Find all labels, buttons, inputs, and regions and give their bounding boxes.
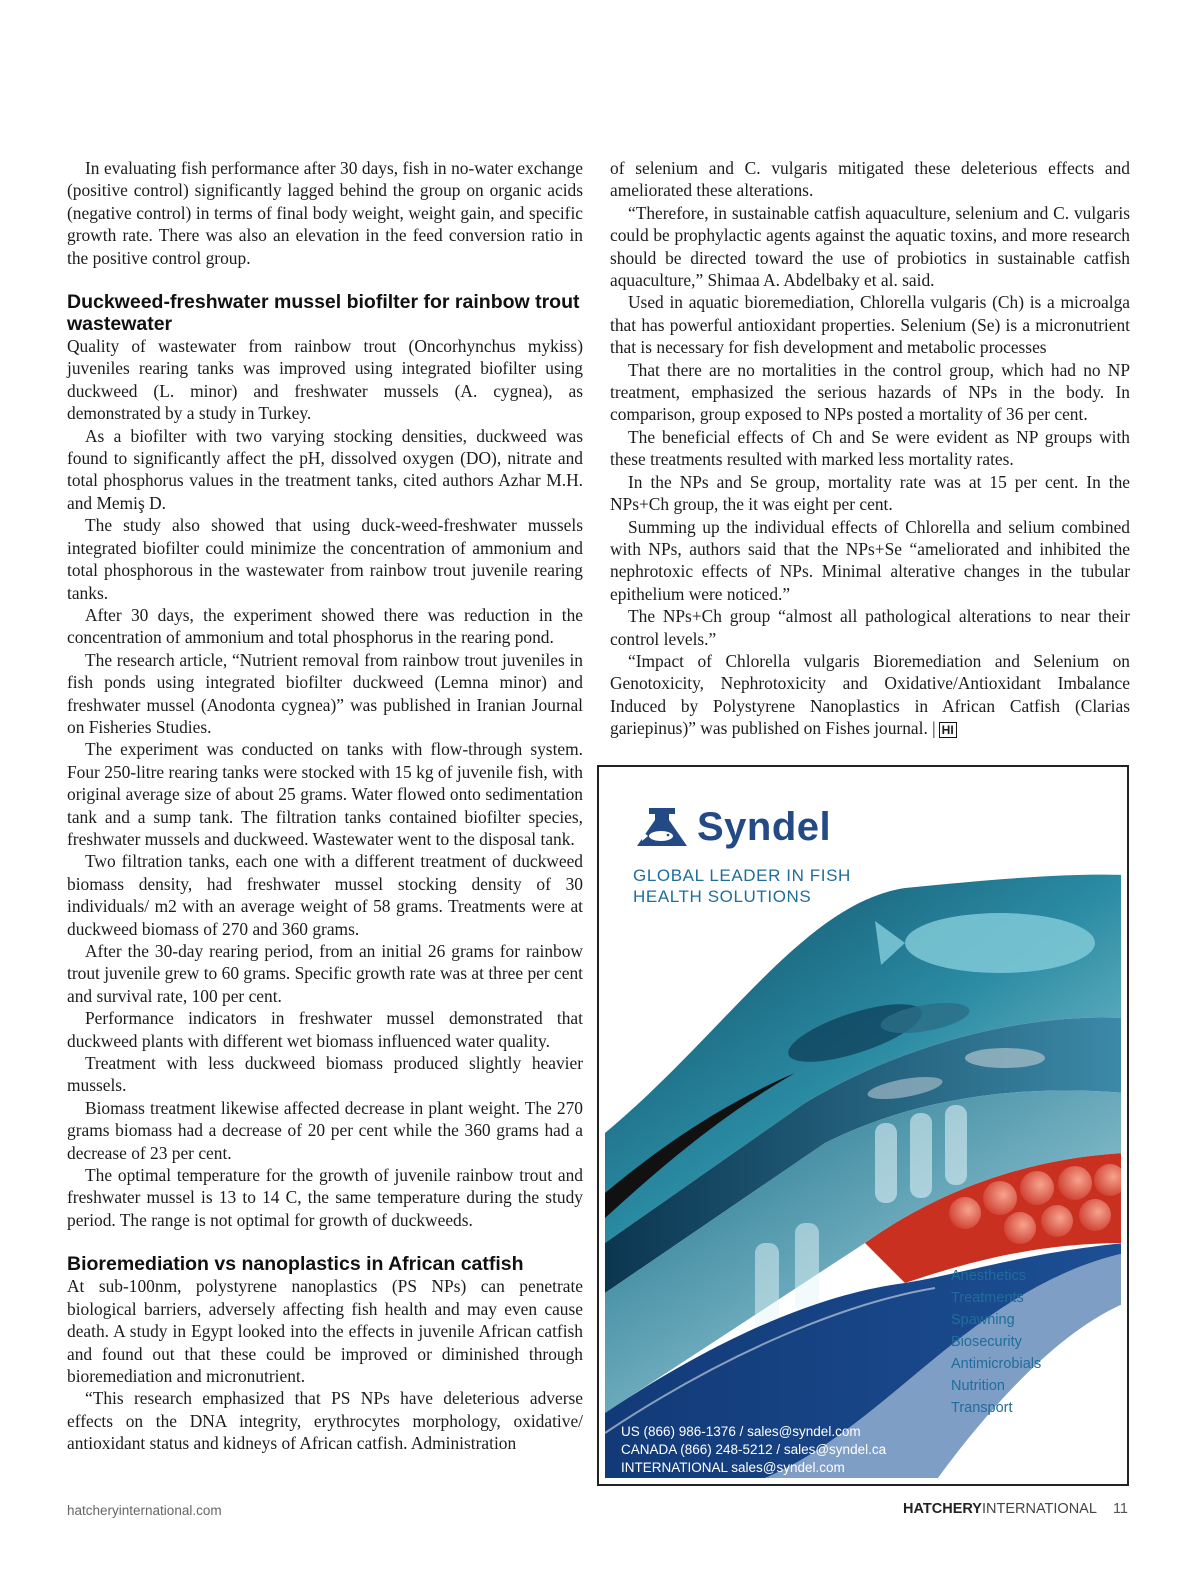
paragraph: The study also showed that using duck-weed-freshwater mussels integrated biofilter could minimize the concentration of ammonium and total phosphorous in the wastewater from rainbow trout juvenile rearing tanks.	[67, 515, 583, 603]
section-heading-duckweed: Duckweed-freshwater mussel biofilter for rainbow trout wastewater	[67, 291, 580, 336]
syndel-logo	[635, 805, 831, 850]
service-item: Antimicrobials	[951, 1356, 1042, 1372]
glass-tube	[875, 1123, 897, 1203]
brand-name: Syndel	[697, 805, 832, 849]
paragraph: Performance indicators in freshwater mussel demonstrated that duckweed plants with different wet biomass influenced water quality.	[67, 1008, 583, 1051]
service-item: Spawning	[951, 1312, 1015, 1328]
glass-tube	[910, 1113, 932, 1198]
egg	[1004, 1212, 1036, 1244]
paragraph: Treatment with less duckweed biomass produced slightly heavier mussels.	[67, 1053, 583, 1096]
paragraph: “Therefore, in sustainable catfish aquaculture, selenium and C. vulgaris could be prophylactic agents against the aquatic toxins, and more research should be directed toward the use of probiotics in sustainable catfish aquaculture,” Shimaa A. Abdelbaky et al. said.	[610, 202, 1130, 291]
services-list	[951, 1265, 1041, 1419]
article-right-column	[610, 157, 1130, 742]
egg	[1058, 1166, 1092, 1200]
paragraph: The optimal temperature for the growth of juvenile rainbow trout and freshwater mussel is 13 to 14 C, the same temperature during the study period. The range is not optimal for growth of duckweeds.	[67, 1165, 583, 1230]
paragraph-text: “Impact of Chlorella vulgaris Bioremediation and Selenium on Genotoxicity, Nephrotoxicity and Oxidative/Antioxidant Imbalance Induced by Polystyrene Nanoplastics in African Catfish (Clarias gariepinus)” was published on Fishes journal. |	[610, 650, 1130, 739]
ad-contacts	[621, 1423, 886, 1477]
paragraph: “This research emphasized that PS NPs have deleterious adverse effects on the DNA integrity, erythrocytes morphology, oxidative/ antioxidant status and kidneys of African catfish. Administration	[67, 1388, 583, 1454]
paragraph: After the 30-day rearing period, from an initial 26 grams for rainbow trout juvenile grew to 60 grams. Specific growth rate was at three per cent and survival rate, 100 per cent.	[67, 941, 583, 1006]
footer-magazine	[903, 1501, 1128, 1517]
paragraph: The research article, “Nutrient removal from rainbow trout juveniles in fish ponds using integrated biofilter duckweed (Lemna minor) and freshwater mussel (Anodonta cygnea)” was published in Iranian Journal on Fisheries Studies.	[67, 649, 583, 737]
egg	[1079, 1199, 1111, 1231]
service-item: Nutrition	[951, 1378, 1005, 1394]
contact-line-us[interactable]: US (866) 986-1376 / sales@syndel.com	[621, 1424, 861, 1439]
syndel-fish-logo-icon	[635, 806, 689, 850]
paragraph: The experiment was conducted on tanks with flow-through system. Four 250-litre rearing tanks were stocked with 15 kg of juvenile fish, with original average size of about 25 grams. Water flowed onto sedimentation tank and a sump tank. The filtration tanks contained biofilter species, freshwater mussels and duckweed. Wastewater went to the disposal tank.	[67, 739, 583, 849]
fish-shape	[965, 1048, 1045, 1068]
ad-inner	[605, 773, 1121, 1478]
paragraph: As a biofilter with two varying stocking densities, duckweed was found to significantly affect the pH, dissolved oxygen (DO), nitrate and total phosphorus values in the treatment tanks, cited authors Azhar M.H. and Memiş D.	[67, 425, 583, 513]
paragraph: In the NPs and Se group, mortality rate was at 15 per cent. In the NPs+Ch group, the it was eight per cent.	[610, 471, 1130, 515]
section-heading-nanoplastics: Bioremediation vs nanoplastics in African catfish	[67, 1253, 524, 1276]
paragraph: The NPs+Ch group “almost all pathological alterations to near their control levels.”	[610, 606, 1130, 649]
glass-tube	[795, 1223, 819, 1313]
service-item: Anesthetics	[951, 1268, 1026, 1284]
syndel-advertisement[interactable]	[597, 765, 1129, 1486]
footer-website[interactable]: hatcheryinternational.com	[67, 1503, 222, 1518]
egg	[1041, 1205, 1073, 1237]
egg	[983, 1181, 1017, 1215]
ad-tagline: GLOBAL LEADER IN FISH HEALTH SOLUTIONS	[633, 866, 851, 906]
paragraph: After 30 days, the experiment showed there was reduction in the concentration of ammonium and total phosphorus in the rearing pond.	[67, 604, 583, 648]
paragraph: At sub-100nm, polystyrene nanoplastics (PS NPs) can penetrate biological barriers, adversely affecting fish health and may even cause death. A study in Egypt looked into the effects in juvenile African catfish and found out that these could be improved or diminished through bioremediation and micronutrient.	[67, 1276, 583, 1386]
paragraph: Used in aquatic bioremediation, Chlorella vulgaris (Ch) is a microalga that has powerful antioxidant properties. Selenium (Se) is a micronutrient that is necessary for fish development and metabolic processes	[610, 292, 1130, 358]
egg	[1020, 1171, 1054, 1205]
page-number: 11	[1112, 1501, 1128, 1517]
paragraph: That there are no mortalities in the control group, which had no NP treatment, emphasized the serious hazards of NPs in the body. In comparison, group exposed to NPs posted a mortality of 36 per cent.	[610, 359, 1130, 425]
magazine-name-light: INTERNATIONAL	[981, 1501, 1097, 1517]
service-item: Treatments	[951, 1290, 1024, 1306]
article-left-column	[67, 157, 583, 1455]
paragraph: of selenium and C. vulgaris mitigated these deleterious effects and ameliorated these alterations.	[610, 158, 1130, 201]
contact-line-canada[interactable]: CANADA (866) 248-5212 / sales@syndel.ca	[621, 1442, 887, 1457]
service-item: Transport	[951, 1400, 1013, 1416]
paragraph: Quality of wastewater from rainbow trout (Oncorhynchus mykiss) juveniles rearing tanks was improved using integrated biofilter using duckweed (L. minor) and freshwater mussels (A. cygnea), as demonstrated by a study in Turkey.	[67, 336, 583, 424]
glass-tube	[945, 1105, 967, 1185]
contact-line-international[interactable]: INTERNATIONAL sales@syndel.com	[621, 1460, 845, 1475]
egg	[949, 1197, 981, 1229]
paragraph-final	[610, 650, 1130, 742]
paragraph: Two filtration tanks, each one with a different treatment of duckweed biomass density, had freshwater mussel stocking density of 30 individuals/ m2 with an average weight of 58 grams. Treatments were at duckweed biomass of 270 and 360 grams.	[67, 851, 583, 939]
magazine-name-bold: HATCHERY	[903, 1501, 982, 1517]
paragraph: Biomass treatment likewise affected decrease in plant weight. The 270 grams biomass had a decrease of 20 per cent while the 360 grams had a decrease of 23 per cent.	[67, 1097, 583, 1163]
paragraph: In evaluating fish performance after 30 days, fish in no-water exchange (positive control) significantly lagged behind the group on organic acids (negative control) in terms of final body weight, weight gain, and specific growth rate. There was also an elevation in the feed conversion ratio in the positive control group.	[67, 158, 583, 268]
paragraph: The beneficial effects of Ch and Se were evident as NP groups with these treatments resulted with marked less mortality rates.	[610, 426, 1130, 470]
paragraph: Summing up the individual effects of Chlorella and selium combined with NPs, authors said that the NPs+Se “ameliorated and inhibited the nephrotoxic effects of NPs. Minimal alterative changes in the tubular epithelium were noticed.”	[610, 516, 1130, 604]
fish-shape	[905, 913, 1095, 973]
end-mark: HI	[939, 722, 957, 738]
service-item: Biosecurity	[951, 1334, 1022, 1350]
